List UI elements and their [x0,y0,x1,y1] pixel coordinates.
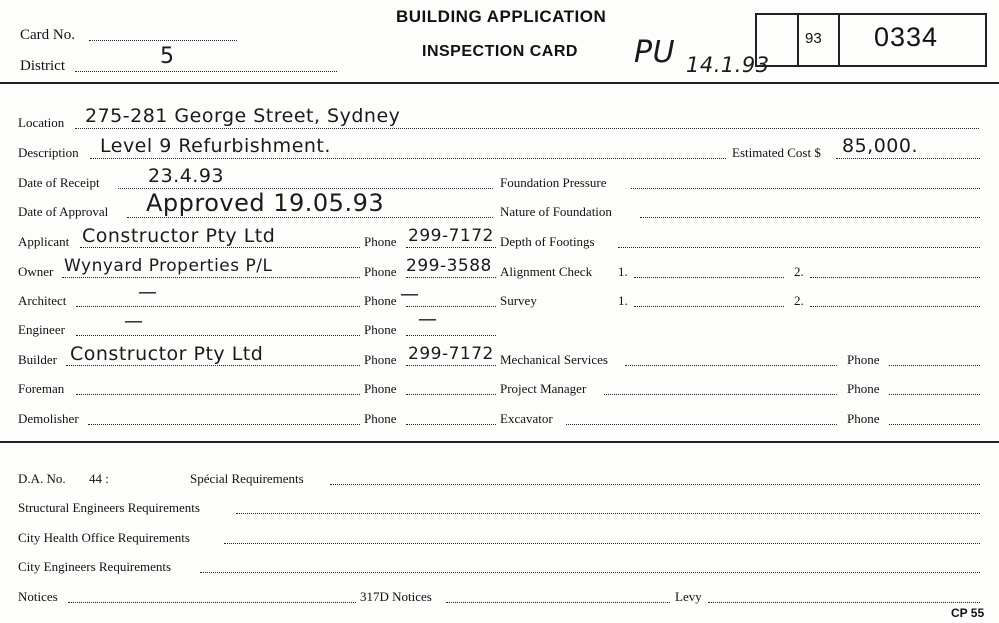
builder-label: Builder [18,352,57,367]
survey-label: Survey [500,293,537,308]
applicant-label: Applicant [18,234,70,249]
alignment-check-label: Alignment Check [500,264,593,279]
mechanical-phone-label: Phone [847,352,880,367]
builder-phone-value: 299-7172 [408,344,494,364]
architect-phone-label: Phone [364,293,397,308]
architect-phone-value: — [400,283,420,305]
nature-foundation-field [640,217,980,218]
mechanical-phone-field [889,365,980,366]
da-no-label: D.A. No. [18,471,66,486]
owner-label: Owner [18,264,54,279]
date-receipt-label: Date of Receipt [18,175,100,190]
depth-footings-field [618,247,980,248]
project-manager-label: Project Manager [500,381,587,396]
estimated-cost-value: 85,000. [842,135,919,157]
date-receipt-value: 23.4.93 [148,165,225,187]
demolisher-label: Demolisher [18,411,79,426]
estimated-cost-field [836,158,980,159]
excavator-label: Excavator [500,411,553,426]
depth-footings-label: Depth of Footings [500,234,595,249]
structural-field [236,513,980,514]
box-prefix: 93 [805,30,822,47]
foreman-phone-field [406,394,496,395]
owner-field [62,277,360,278]
health-label: City Health Office Requirements [18,530,190,545]
owner-phone-value: 299-3588 [406,256,492,276]
mechanical-field [625,365,837,366]
details-rule [0,441,999,443]
excavator-phone-field [889,424,980,425]
description-value: Level 9 Refurbishment. [100,135,331,157]
applicant-field [80,247,360,248]
applicant-phone-value: 299-7172 [408,226,494,246]
engineer-value: — [124,310,144,332]
date-note: 14.1.93 [686,53,770,77]
builder-phone-field [406,365,496,366]
alignment-num-1: 1. [618,264,628,279]
engineer-field [76,335,360,336]
survey-num-2: 2. [794,293,804,308]
foreman-phone-label: Phone [364,381,397,396]
survey-field-2 [810,306,980,307]
title-line1: BUILDING APPLICATION [396,7,607,26]
foreman-label: Foreman [18,381,65,396]
card-no-field [89,40,237,41]
card-no-label: Card No. [20,27,75,43]
architect-phone-field [406,306,496,307]
card-number-box [755,13,987,67]
foundation-pressure-label: Foundation Pressure [500,175,607,190]
applicant-phone-field [406,247,496,248]
box-number: 0334 [874,22,939,52]
alignment-field-1 [634,277,784,278]
alignment-num-2: 2. [794,264,804,279]
project-manager-phone-field [889,394,980,395]
da-no-value: 44 : [89,471,109,486]
health-field [224,543,980,544]
owner-phone-field [406,277,496,278]
date-approval-label: Date of Approval [18,204,109,219]
nature-foundation-label: Nature of Foundation [500,204,612,219]
builder-field [66,365,360,366]
survey-field-1 [634,306,784,307]
title-line2: INSPECTION CARD [422,43,578,60]
notices-317d-label: 317D Notices [360,589,432,604]
district-value: 5 [160,44,175,69]
excavator-field [566,424,837,425]
builder-value: Constructor Pty Ltd [70,343,264,365]
architect-field [76,306,360,307]
date-approval-value: Approved 19.05.93 [146,189,385,217]
form-code: CP 55 [951,606,985,620]
engineer-phone-label: Phone [364,322,397,337]
box-divider-1 [797,15,799,65]
project-manager-phone-label: Phone [847,381,880,396]
location-label: Location [18,115,65,130]
engineers-field [200,572,980,573]
architect-label: Architect [18,293,67,308]
foundation-pressure-field [631,188,980,189]
levy-field [708,602,980,603]
engineer-phone-value: — [418,308,438,330]
special-requirements-field [330,484,980,485]
box-divider-2 [838,15,840,65]
engineer-label: Engineer [18,322,65,337]
alignment-field-2 [810,277,980,278]
location-field [75,128,979,129]
owner-phone-label: Phone [364,264,397,279]
project-manager-field [604,394,837,395]
special-requirements-label: Spécial Requirements [190,471,304,486]
structural-label: Structural Engineers Requirements [18,500,200,515]
applicant-value: Constructor Pty Ltd [82,225,276,247]
date-approval-field [127,217,493,218]
district-label: District [20,58,65,74]
owner-value: Wynyard Properties P/L [64,256,273,276]
applicant-phone-label: Phone [364,234,397,249]
mechanical-label: Mechanical Services [500,352,608,367]
notices-field [68,602,356,603]
engineer-phone-field [406,335,496,336]
demolisher-field [88,424,360,425]
description-field [90,158,726,159]
builder-phone-label: Phone [364,352,397,367]
demolisher-phone-label: Phone [364,411,397,426]
notices-label: Notices [18,589,58,604]
demolisher-phone-field [406,424,496,425]
district-field [75,71,337,72]
notices-317d-field [446,602,670,603]
engineers-label: City Engineers Requirements [18,559,172,574]
levy-label: Levy [675,589,702,604]
foreman-field [76,394,360,395]
location-value: 275-281 George Street, Sydney [85,105,401,127]
survey-num-1: 1. [618,293,628,308]
estimated-cost-label: Estimated Cost $ [732,145,821,160]
initials: PU [634,35,676,70]
description-label: Description [18,145,79,160]
excavator-phone-label: Phone [847,411,880,426]
header-rule [0,82,999,84]
architect-value: — [138,281,158,303]
